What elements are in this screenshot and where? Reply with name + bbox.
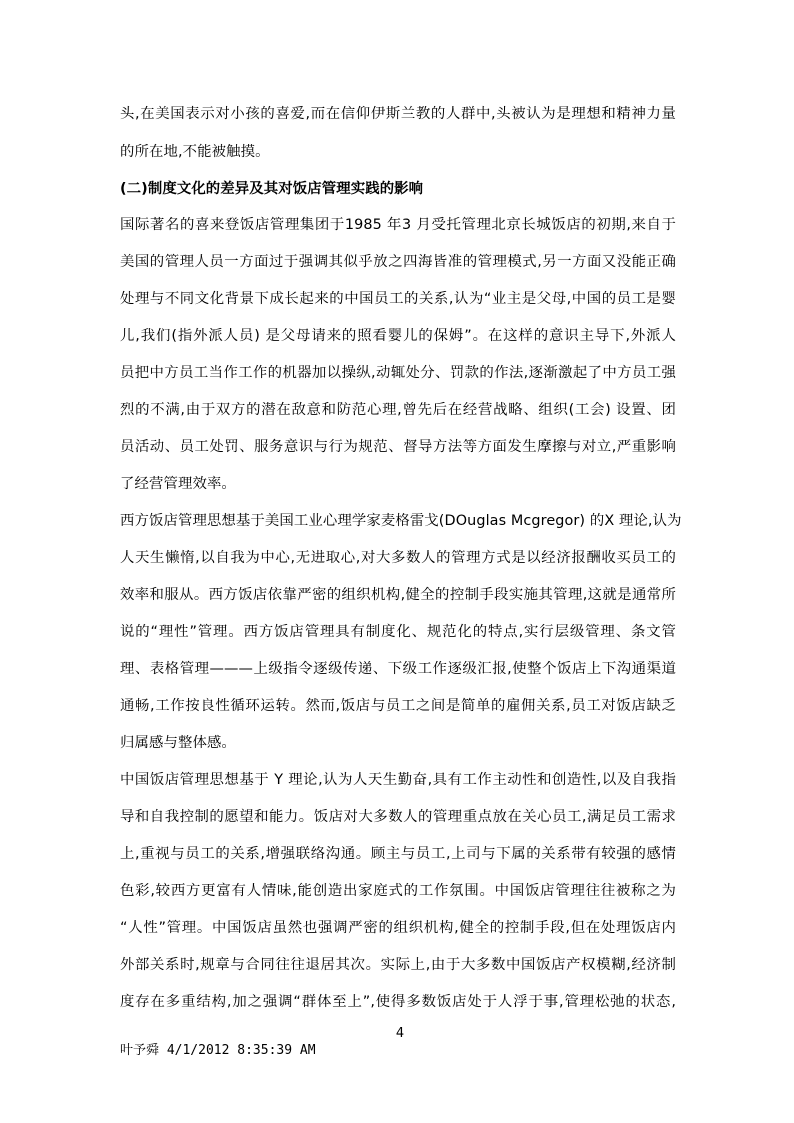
body-text-line: 外部关系时,规章与合同往往退居其次。实际上,由于大多数中国饭店产权模糊,经济制: [120, 957, 676, 973]
body-text-line: 效率和服从。西方饭店依靠严密的组织机构,健全的控制手段实施其管理,这就是通常所: [120, 587, 676, 603]
section-heading: (二)制度文化的差异及其对饭店管理实践的影响: [120, 181, 424, 197]
body-text-line: 导和自我控制的愿望和能力。饭店对大多数人的管理重点放在关心员工,满足员工需求: [120, 809, 676, 825]
body-text-line: 说的“理性”管理。西方饭店管理具有制度化、规范化的特点,实行层级管理、条文管: [120, 624, 676, 640]
body-text-line: 归属感与整体感。: [120, 735, 236, 751]
body-text-line: 通畅,工作按良性循环运转。然而,饭店与员工之间是简单的雇佣关系,员工对饭店缺乏: [120, 698, 676, 714]
body-text-line: 了经营管理效率。: [120, 476, 236, 492]
body-text-line: 人天生懒惰,以自我为中心,无进取心,对大多数人的管理方式是以经济报酬收买员工的: [120, 550, 676, 566]
body-text-line: 员把中方员工当作工作的机器加以操纵,动辄处分、罚款的作法,逐渐激起了中方员工强: [120, 365, 676, 381]
body-text-line: 美国的管理人员一方面过于强调其似乎放之四海皆准的管理模式,另一方面又没能正确: [120, 254, 676, 270]
body-text-line: 理、表格管理———上级指令逐级传递、下级工作逐级汇报,使整个饭店上下沟通渠道: [120, 661, 676, 677]
body-text-line: 中国饭店管理思想基于 Y 理论,认为人天生勤奋,具有工作主动性和创造性,以及自我指: [120, 772, 676, 788]
body-text-line: 儿,我们(指外派人员) 是父母请来的照看婴儿的保姆”。在这样的意识主导下,外派人: [120, 328, 676, 344]
body-text-line: 处理与不同文化背景下成长起来的中国员工的关系,认为“业主是父母,中国的员工是婴: [120, 291, 676, 307]
page-footer: 叶予舜 4/1/2012 8:35:39 AM: [120, 1043, 316, 1058]
body-text-line: 上,重视与员工的关系,增强联络沟通。顾主与员工,上司与下属的关系带有较强的感情: [120, 846, 676, 862]
body-text-line: 色彩,较西方更富有人情味,能创造出家庭式的工作氛围。中国饭店管理往往被称之为: [120, 883, 676, 899]
body-text-line: “人性”管理。中国饭店虽然也强调严密的组织机构,健全的控制手段,但在处理饭店内: [120, 920, 676, 936]
body-text-line: 度存在多重结构,加之强调“群体至上”,使得多数饭店处于人浮于事,管理松弛的状态,: [120, 994, 676, 1010]
body-text-line: 的所在地,不能被触摸。: [120, 144, 270, 160]
body-text-line: 西方饭店管理思想基于美国工业心理学家麦格雷戈(DOuglas Mcgregor) 的X 理论,认为: [120, 513, 682, 529]
page-number: 4: [395, 1026, 405, 1041]
body-text-line: 员活动、员工处罚、服务意识与行为规范、督导方法等方面发生摩擦与对立,严重影响: [120, 439, 676, 455]
body-text-line: 头,在美国表示对小孩的喜爱,而在信仰伊斯兰教的人群中,头被认为是理想和精神力量: [120, 106, 676, 122]
body-text-line: 烈的不满,由于双方的潜在敌意和防范心理,曾先后在经营战略、组织(工会) 设置、团: [120, 402, 676, 418]
body-text-line: 国际著名的喜来登饭店管理集团于1985 年3 月受托管理北京长城饭店的初期,来自于: [120, 217, 676, 233]
